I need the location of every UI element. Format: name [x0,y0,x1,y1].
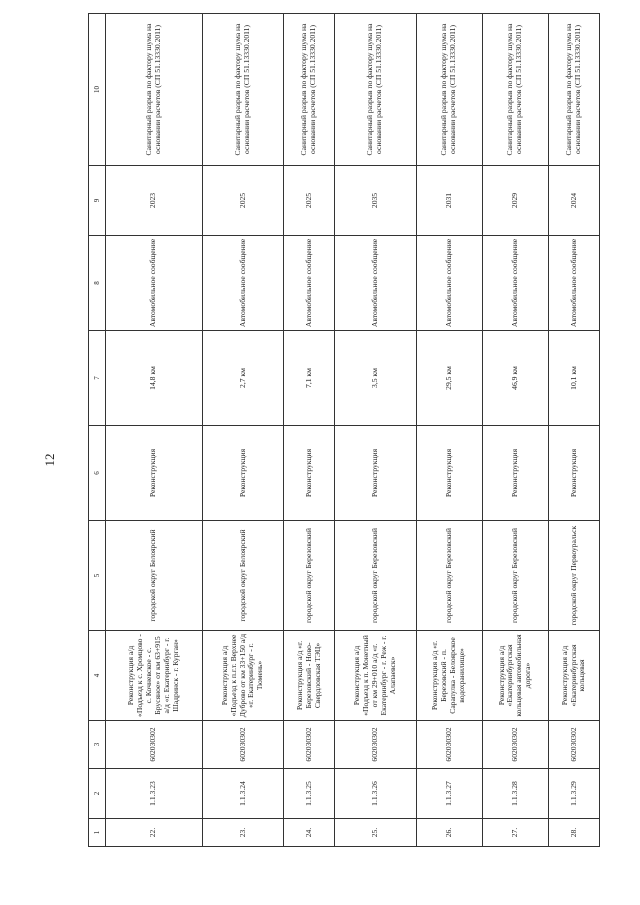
year: 2025 [284,166,335,236]
row-number: 22. [106,819,203,847]
object-code: 1.1.3.29 [549,769,600,819]
year: 2035 [335,166,416,236]
municipality: городской округ Березовский [284,521,335,631]
purpose: Автомобильное сообщение [482,236,548,331]
okato-code: 602030302 [416,721,482,769]
table-row [416,14,482,847]
okato-code: 602030302 [549,721,600,769]
object-code: 1.1.3.28 [482,769,548,819]
work-type: Реконструкция [549,426,600,521]
purpose: Автомобильное сообщение [106,236,203,331]
header-cell: 7 [89,331,106,426]
work-type: Реконструкция [482,426,548,521]
year: 2031 [416,166,482,236]
protection-zone: Санитарный разрыв по фактору шума на основании расчетов (СП 51.13330.2011) [482,14,548,166]
table-row [106,14,203,847]
year: 2025 [202,166,283,236]
year: 2023 [106,166,203,236]
table-row [335,14,416,847]
municipality: городской округ Белоярский [106,521,203,631]
length: 29,5 км [416,331,482,426]
table-container [88,14,600,847]
municipality: городской округ Березовский [335,521,416,631]
length: 2,7 км [202,331,283,426]
object-name: Реконструкция а/д «Подъезд к п.г.т. Верхнее Дуброво от км 33+150 а/д «г. Екатеринбург - г. Тюмень» [202,631,283,721]
object-name: Реконструкция а/д «Екатеринбургская кольцевая автомобильная дорога» [482,631,548,721]
municipality: городской округ Березовский [416,521,482,631]
object-code: 1.1.3.24 [202,769,283,819]
data-table [88,13,600,847]
work-type: Реконструкция [416,426,482,521]
table-row [202,14,283,847]
work-type: Реконструкция [335,426,416,521]
length: 10,1 км [549,331,600,426]
protection-zone: Санитарный разрыв по фактору шума на основании расчетов (СП 51.13330.2011) [284,14,335,166]
header-cell: 3 [89,721,106,769]
header-cell: 10 [89,14,106,166]
row-number: 24. [284,819,335,847]
purpose: Автомобильное сообщение [284,236,335,331]
purpose: Автомобильное сообщение [416,236,482,331]
protection-zone: Санитарный разрыв по фактору шума на основании расчетов (СП 51.13330.2011) [416,14,482,166]
header-cell: 1 [89,819,106,847]
okato-code: 602030302 [202,721,283,769]
year: 2029 [482,166,548,236]
object-name: Реконструкция а/д «г. Березовский - Ново-Свердловская ТЭЦ» [284,631,335,721]
municipality: городской округ Первоуральск [549,521,600,631]
length: 14,8 км [106,331,203,426]
row-number: 26. [416,819,482,847]
object-code: 1.1.3.23 [106,769,203,819]
object-name: Реконструкция а/д «г. Березовский - п. Сарапулка - Белоярское водохранилище» [416,631,482,721]
object-name: Реконструкция а/д «Подъезд к п. Монетный от км 29+010 а/д «г. Екатеринбург - г. Реж - г. Алапаевск» [335,631,416,721]
object-name: Реконструкция а/д «Подъезд к с. Хромцово - с. Кочневское - с. Брусяное» от км 63+915 а/д «г. Екатеринбург - г. Шадринск - г. Курган» [106,631,203,721]
length: 7,1 км [284,331,335,426]
header-cell: 9 [89,166,106,236]
object-code: 1.1.3.25 [284,769,335,819]
municipality: городской округ Белоярский [202,521,283,631]
length: 3,5 км [335,331,416,426]
header-cell: 8 [89,236,106,331]
table-row [482,14,548,847]
okato-code: 602030302 [284,721,335,769]
object-code: 1.1.3.27 [416,769,482,819]
table-row [284,14,335,847]
header-cell: 6 [89,426,106,521]
work-type: Реконструкция [284,426,335,521]
okato-code: 602030302 [482,721,548,769]
header-cell: 5 [89,521,106,631]
header-row [89,14,106,847]
protection-zone: Санитарный разрыв по фактору шума на основании расчетов (СП 51.13330.2011) [549,14,600,166]
year: 2024 [549,166,600,236]
protection-zone: Санитарный разрыв по фактору шума на основании расчетов (СП 51.13330.2011) [335,14,416,166]
purpose: Автомобильное сообщение [202,236,283,331]
purpose: Автомобильное сообщение [549,236,600,331]
object-name: Реконструкция а/д «Екатеринбургская кольцевая [549,631,600,721]
row-number: 23. [202,819,283,847]
protection-zone: Санитарный разрыв по фактору шума на основании расчетов (СП 51.13330.2011) [106,14,203,166]
row-number: 25. [335,819,416,847]
municipality: городской округ Березовский [482,521,548,631]
length: 46,9 км [482,331,548,426]
object-code: 1.1.3.26 [335,769,416,819]
okato-code: 602030302 [335,721,416,769]
purpose: Автомобильное сообщение [335,236,416,331]
work-type: Реконструкция [202,426,283,521]
rotated-table-frame [88,14,600,847]
row-number: 27. [482,819,548,847]
protection-zone: Санитарный разрыв по фактору шума на основании расчетов (СП 51.13330.2011) [202,14,283,166]
header-cell: 4 [89,631,106,721]
work-type: Реконструкция [106,426,203,521]
page-number: 12 [42,453,57,467]
okato-code: 602030302 [106,721,203,769]
header-cell: 2 [89,769,106,819]
row-number: 28. [549,819,600,847]
table-row [549,14,600,847]
